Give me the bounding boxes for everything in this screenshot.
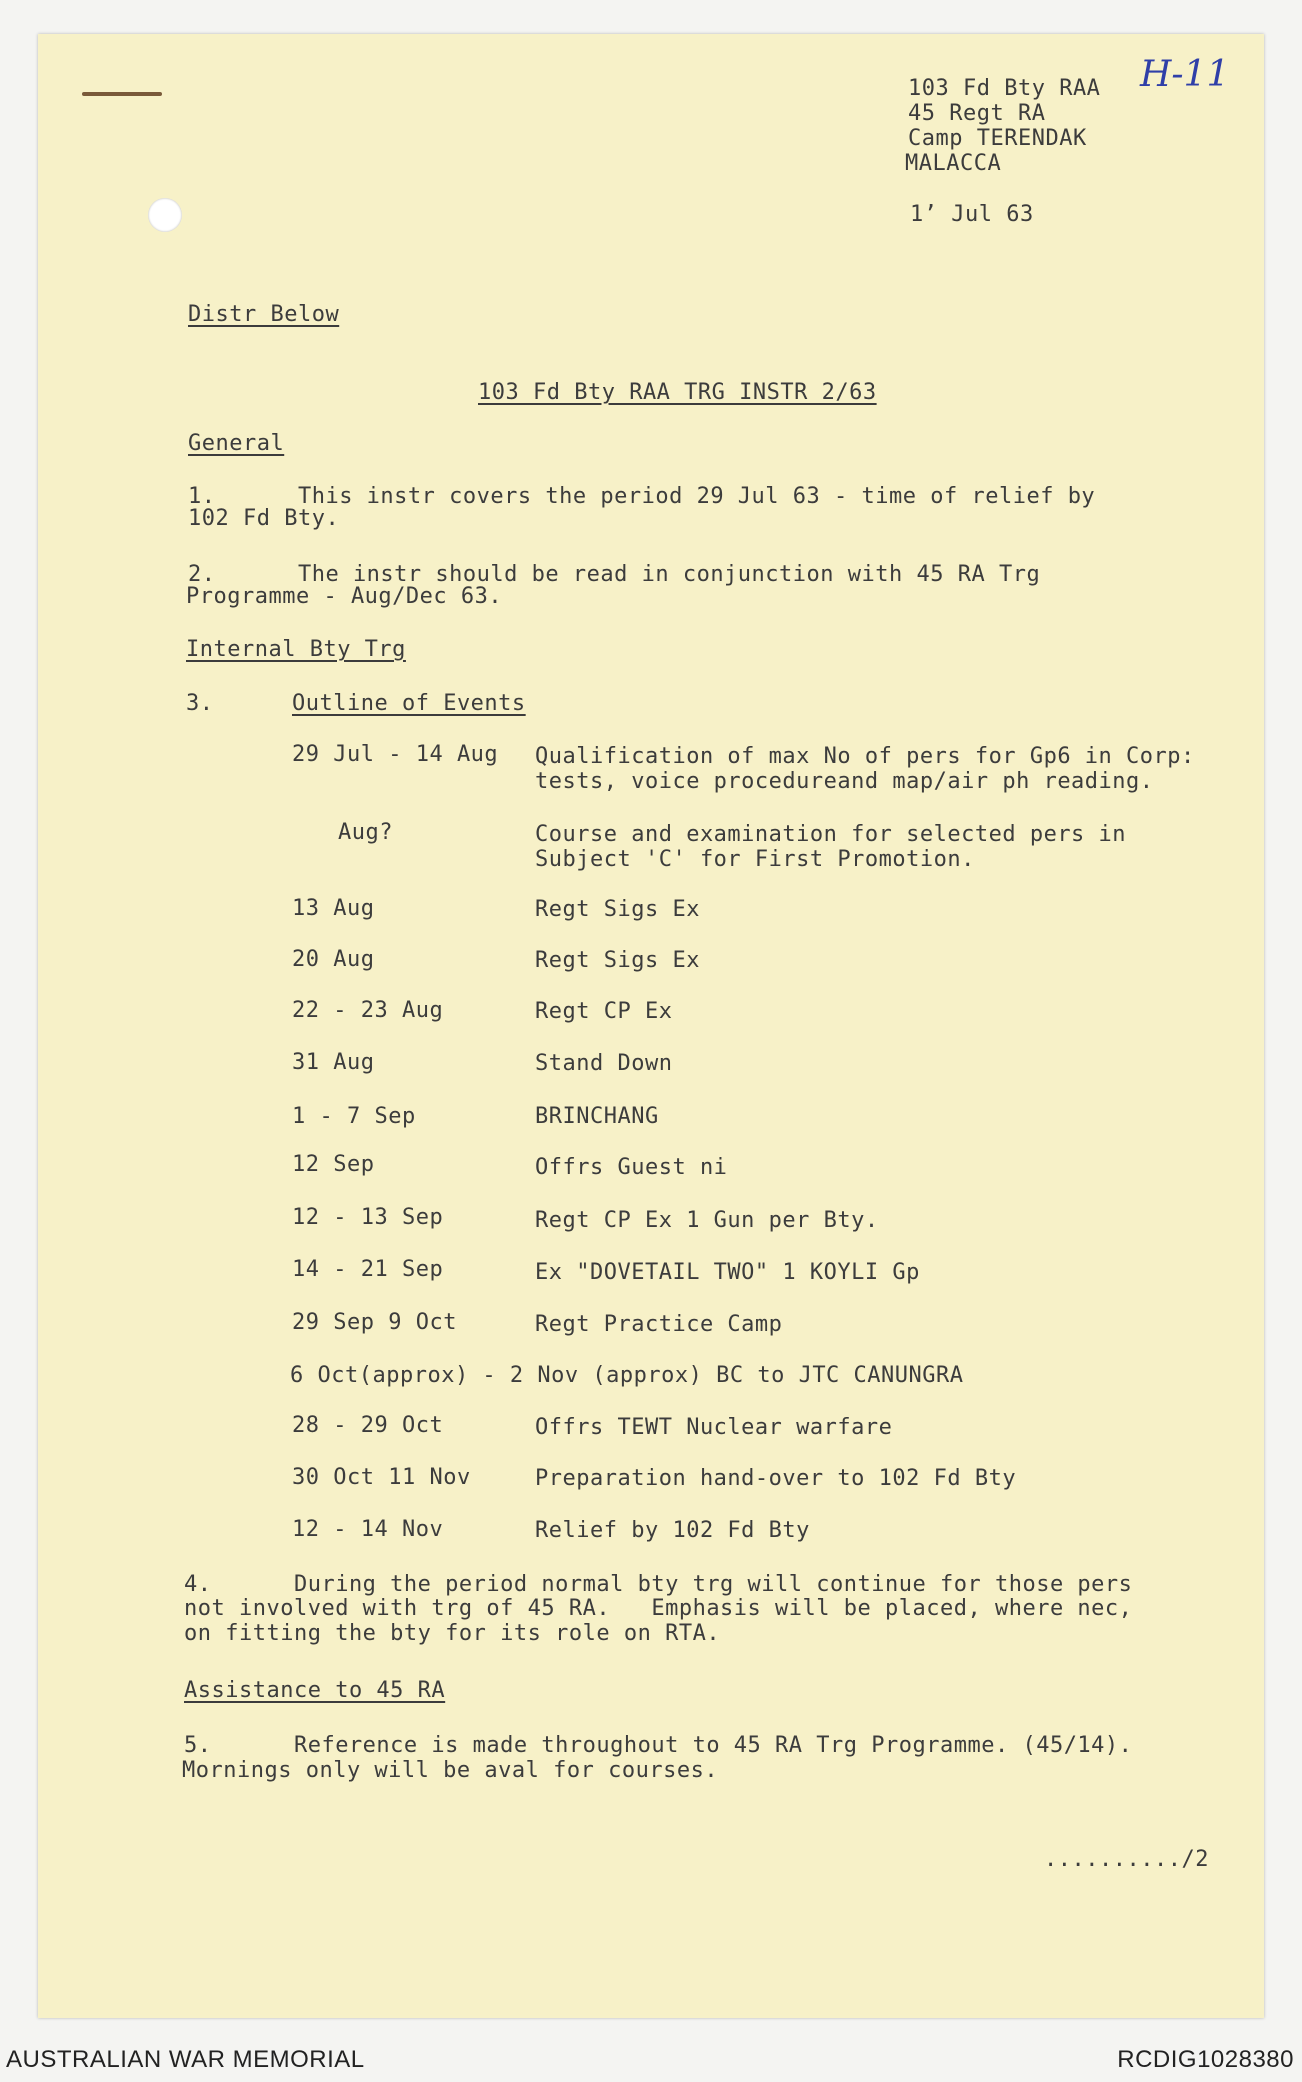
- header-regt: 45 Regt RA: [908, 101, 1046, 126]
- section-heading-general: General: [188, 431, 285, 456]
- page-continuation: ........../2: [1044, 1847, 1209, 1872]
- distribution-line: Distr Below: [188, 302, 340, 327]
- footer-source: AUSTRALIAN WAR MEMORIAL: [6, 2046, 365, 2073]
- outline-heading: Outline of Events: [292, 691, 526, 716]
- event-date: 13 Aug: [292, 896, 375, 921]
- para-1-line-1: 1. This instr covers the period 29 Jul 63 - time of relief by: [188, 484, 1096, 509]
- para-4-line-1: 4. During the period normal bty trg will continue for those pers: [184, 1572, 1133, 1597]
- event-date: 14 - 21 Sep: [292, 1257, 444, 1282]
- event-description: Stand Down: [535, 1051, 673, 1076]
- event-description: Relief by 102 Fd Bty: [535, 1518, 810, 1543]
- event-description: Regt Sigs Ex: [535, 948, 700, 973]
- event-date: 1 - 7 Sep: [292, 1104, 416, 1129]
- para-2-line-1: 2. The instr should be read in conjunction with 45 RA Trg: [188, 562, 1041, 587]
- event-date: 29 Jul - 14 Aug: [292, 742, 499, 767]
- para-4-line-3: on fitting the bty for its role on RTA.: [184, 1621, 721, 1646]
- event-description: Regt CP Ex 1 Gun per Bty.: [535, 1208, 879, 1233]
- document-title: 103 Fd Bty RAA TRG INSTR 2/63: [478, 380, 877, 405]
- event-date: 12 Sep: [292, 1152, 375, 1177]
- para-2-line-2: Programme - Aug/Dec 63.: [186, 584, 503, 609]
- event-full-line: 6 Oct(approx) - 2 Nov (approx) BC to JTC CANUNGRA: [290, 1363, 964, 1388]
- section-heading-internal: Internal Bty Trg: [186, 637, 406, 662]
- handwritten-reference: H-11: [1140, 54, 1230, 95]
- pin-mark: [82, 92, 162, 96]
- event-description: Regt CP Ex: [535, 999, 673, 1024]
- event-description: BRINCHANG: [535, 1104, 659, 1129]
- section-heading-assistance: Assistance to 45 RA: [184, 1678, 446, 1703]
- para-5-line-2: Mornings only will be aval for courses.: [182, 1758, 719, 1783]
- para-4-line-2: not involved with trg of 45 RA. Emphasis will be placed, where nec,: [184, 1596, 1133, 1621]
- event-description: Preparation hand-over to 102 Fd Bty: [535, 1466, 1017, 1491]
- footer-id: RCDIG1028380: [1117, 2046, 1294, 2073]
- event-description: Ex "DOVETAIL TWO" 1 KOYLI Gp: [535, 1260, 920, 1285]
- event-description-cont: tests, voice procedureand map/air ph reading.: [535, 769, 1154, 794]
- event-description: Regt Practice Camp: [535, 1312, 783, 1337]
- event-description: Offrs Guest ni: [535, 1155, 728, 1180]
- event-date: 12 - 13 Sep: [292, 1205, 444, 1230]
- event-date: Aug?: [338, 820, 393, 845]
- event-date: 29 Sep 9 Oct: [292, 1310, 457, 1335]
- header-place: MALACCA: [905, 151, 1002, 176]
- event-date: 22 - 23 Aug: [292, 998, 444, 1023]
- event-description: Course and examination for selected pers in: [535, 822, 1127, 847]
- event-description-cont: Subject 'C' for First Promotion.: [535, 847, 975, 872]
- para-3-number: 3.: [186, 691, 214, 716]
- para-5-line-1: 5. Reference is made throughout to 45 RA Trg Programme. (45/14).: [184, 1733, 1133, 1758]
- header-camp: Camp TERENDAK: [908, 126, 1087, 151]
- header-unit: 103 Fd Bty RAA: [908, 76, 1101, 101]
- event-date: 30 Oct 11 Nov: [292, 1465, 471, 1490]
- event-date: 28 - 29 Oct: [292, 1413, 444, 1438]
- document-page: [38, 34, 1264, 2018]
- event-date: 12 - 14 Nov: [292, 1517, 444, 1542]
- punch-hole: [148, 198, 182, 232]
- event-date: 20 Aug: [292, 947, 375, 972]
- event-description: Qualification of max No of pers for Gp6 in Corp:: [535, 744, 1195, 769]
- event-date: 31 Aug: [292, 1050, 375, 1075]
- event-description: Offrs TEWT Nuclear warfare: [535, 1415, 893, 1440]
- event-description: Regt Sigs Ex: [535, 897, 700, 922]
- para-1-line-2: 102 Fd Bty.: [188, 506, 340, 531]
- header-date: 1’ Jul 63: [910, 202, 1034, 227]
